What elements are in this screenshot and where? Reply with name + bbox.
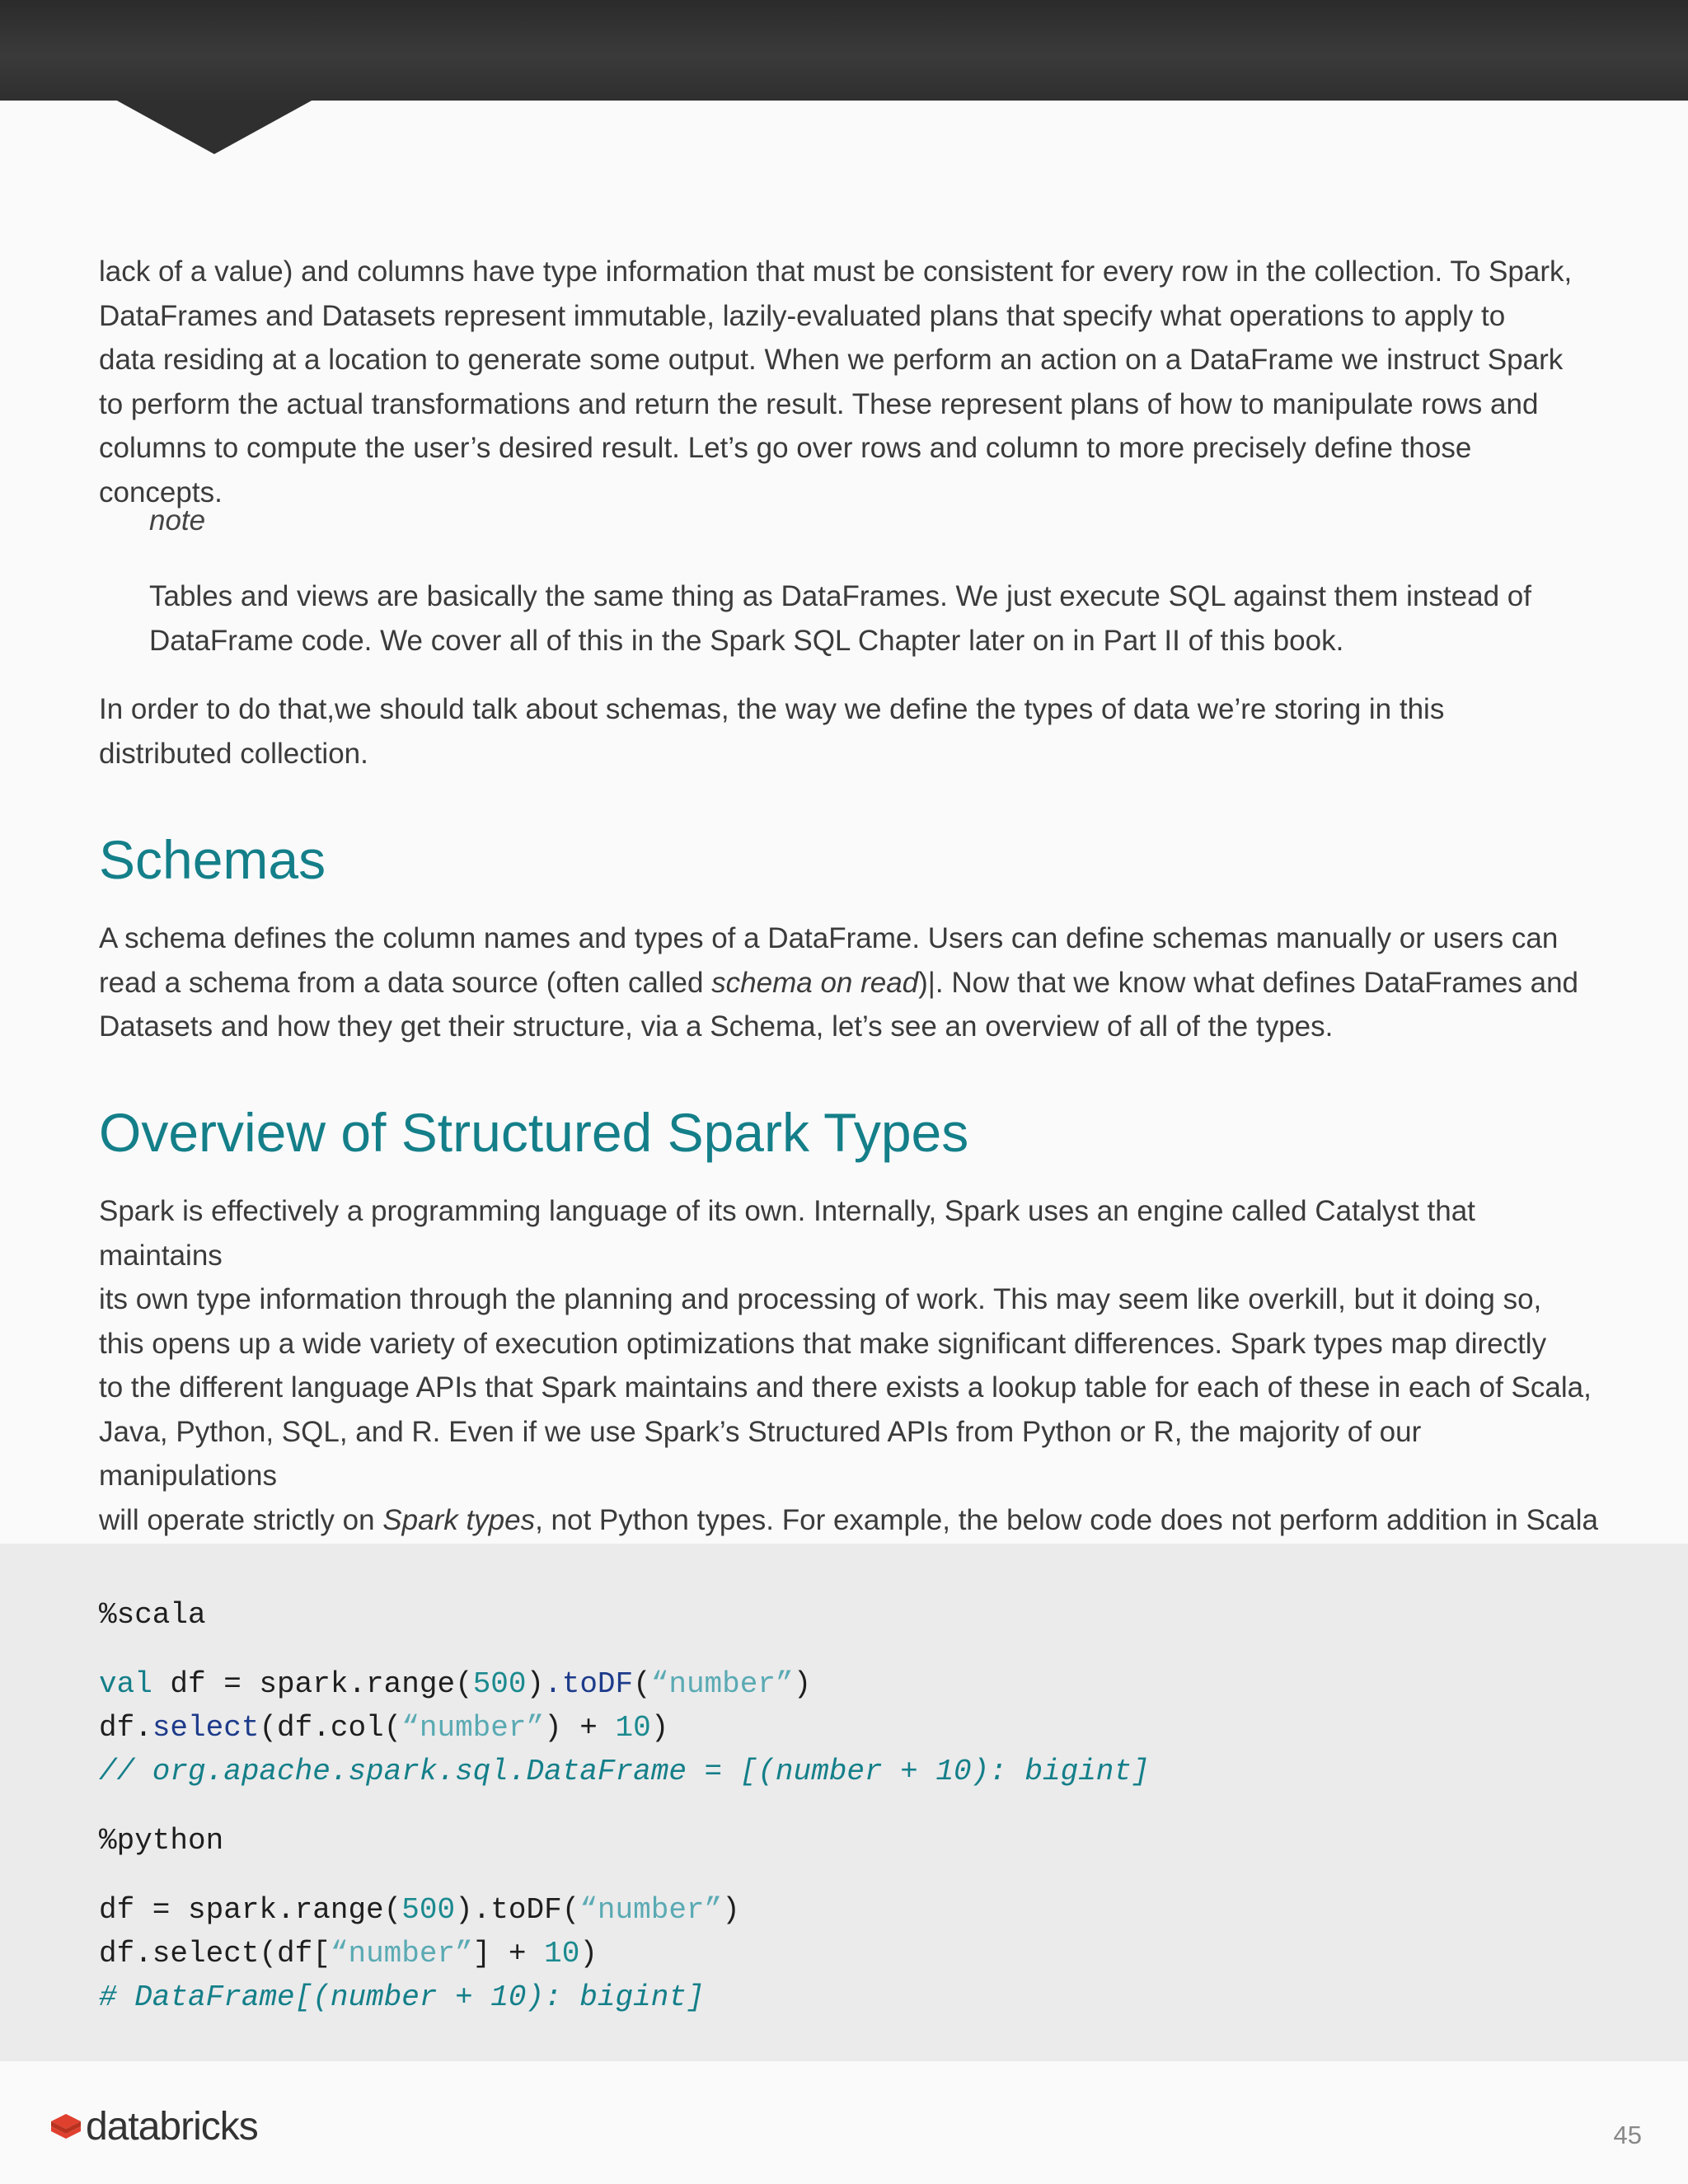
overview-line: its own type information through the planning and processing of work. This may seem like overkill, but it doing so, <box>99 1283 1542 1315</box>
intro-line: to perform the actual transformations and return the result. These represent plans of how to manipulate rows and <box>99 387 1539 420</box>
code-string: “number” <box>579 1893 723 1927</box>
intro-line: lack of a value) and columns have type information that must be consistent for every row in the collection. To Spark, <box>99 255 1573 288</box>
note-line: DataFrame code. We cover all of this in the Spark SQL Chapter later on in Part II of this book. <box>149 624 1344 657</box>
code-function: select <box>152 1711 260 1745</box>
overview-line: to the different language APIs that Spark maintains and there exists a lookup table for each of these in each of Scala, <box>99 1371 1592 1404</box>
code-number: 500 <box>472 1667 527 1701</box>
code-function: .toDF <box>544 1667 634 1701</box>
scala-code-line <box>99 1666 811 1703</box>
para-line: In order to do that,we should talk about schemas, the way we define the types of data we’re storing in this <box>99 693 1445 725</box>
para-line: distributed collection. <box>99 737 368 770</box>
schemas-line: Datasets and how they get their structure, via a Schema, let’s see an overview of all of the types. <box>99 1010 1334 1043</box>
note-label: note <box>149 504 206 537</box>
schemas-line2-pre: read a schema from a data source (often called <box>99 966 712 999</box>
logo-wordmark: databricks <box>86 2105 258 2149</box>
code-text: df. <box>99 1711 152 1745</box>
code-text: df.select(df[ <box>99 1937 331 1971</box>
code-text: df = spark.range( <box>152 1667 473 1701</box>
intro-line: data residing at a location to generate some output. When we perform an action on a DataFrame we instruct Spark <box>99 344 1564 376</box>
code-text: (df.col( <box>259 1711 402 1745</box>
code-number: 500 <box>401 1893 456 1927</box>
overview-line: this opens up a wide variety of execution optimizations that make significant differences. Spark types map directly <box>99 1327 1547 1360</box>
code-text: ).toDF( <box>455 1893 580 1927</box>
python-code-line <box>99 1936 598 1972</box>
code-number: 10 <box>544 1937 580 1971</box>
overview-line6-pre: will operate strictly on <box>99 1503 383 1536</box>
code-string: “number” <box>650 1667 794 1701</box>
overview-paragraph <box>99 1189 1599 1586</box>
spark-types-term: Spark types <box>382 1503 536 1536</box>
code-text: df = spark.range( <box>99 1893 402 1927</box>
databricks-logo <box>49 2106 258 2149</box>
code-text: ) <box>722 1893 740 1927</box>
schemas-heading: Schemas <box>99 829 326 890</box>
page-number: 45 <box>1613 2121 1642 2149</box>
scala-magic-line: %scala <box>99 1598 206 1632</box>
intro-line: columns to compute the user’s desired result. Let’s go over rows and column to more precisely define those concepts. <box>99 432 1472 509</box>
schemas-line: A schema defines the column names and types of a DataFrame. Users can define schemas manually or users can <box>99 922 1559 954</box>
python-comment-line: # DataFrame[(number + 10): bigint] <box>99 1980 705 2014</box>
schemas-lead-paragraph <box>99 687 1599 776</box>
intro-line: DataFrames and Datasets represent immutable, lazily-evaluated plans that specify what operations to apply to <box>99 299 1506 332</box>
note-line: Tables and views are basically the same thing as DataFrames. We just execute SQL against them instead of <box>149 580 1531 612</box>
intro-paragraph <box>99 250 1599 514</box>
databricks-stack-icon <box>49 2111 82 2144</box>
schemas-line2-post: )|. Now that we know what defines DataFrames and <box>918 966 1579 999</box>
python-magic-line: %python <box>99 1824 224 1858</box>
scala-comment-line: // org.apache.spark.sql.DataFrame = [(number + 10): bigint] <box>99 1755 1150 1788</box>
code-text: ) + <box>544 1711 616 1745</box>
code-string: “number” <box>401 1711 545 1745</box>
code-text: ) <box>579 1937 598 1971</box>
code-text: ] + <box>472 1937 545 1971</box>
note-body <box>149 574 1567 663</box>
overview-line6-post: , not Python types. For example, the below code does not perform addition in Scala <box>535 1503 1599 1536</box>
schemas-paragraph <box>99 916 1599 1049</box>
code-number: 10 <box>615 1711 651 1745</box>
overview-line: Spark is effectively a programming language of its own. Internally, Spark uses an engine called Catalyst that maintains <box>99 1195 1475 1272</box>
schema-on-read-term: schema on read <box>711 966 919 999</box>
code-text: ) <box>526 1667 545 1701</box>
code-text: ) <box>793 1667 812 1701</box>
schemas-line <box>99 961 1599 1005</box>
banner-notch <box>115 100 313 154</box>
scala-code-line <box>99 1710 668 1746</box>
overview-heading: Overview of Structured Spark Types <box>99 1102 969 1163</box>
overview-line: Java, Python, SQL, and R. Even if we use Spark’s Structured APIs from Python or R, the majority of our manipulations <box>99 1415 1422 1492</box>
code-keyword: val <box>99 1667 152 1701</box>
code-text: ( <box>633 1667 651 1701</box>
code-text: ) <box>650 1711 669 1745</box>
top-banner <box>0 0 1688 101</box>
code-string: “number” <box>330 1937 473 1971</box>
overview-line <box>99 1498 1599 1543</box>
python-code-line <box>99 1892 740 1929</box>
